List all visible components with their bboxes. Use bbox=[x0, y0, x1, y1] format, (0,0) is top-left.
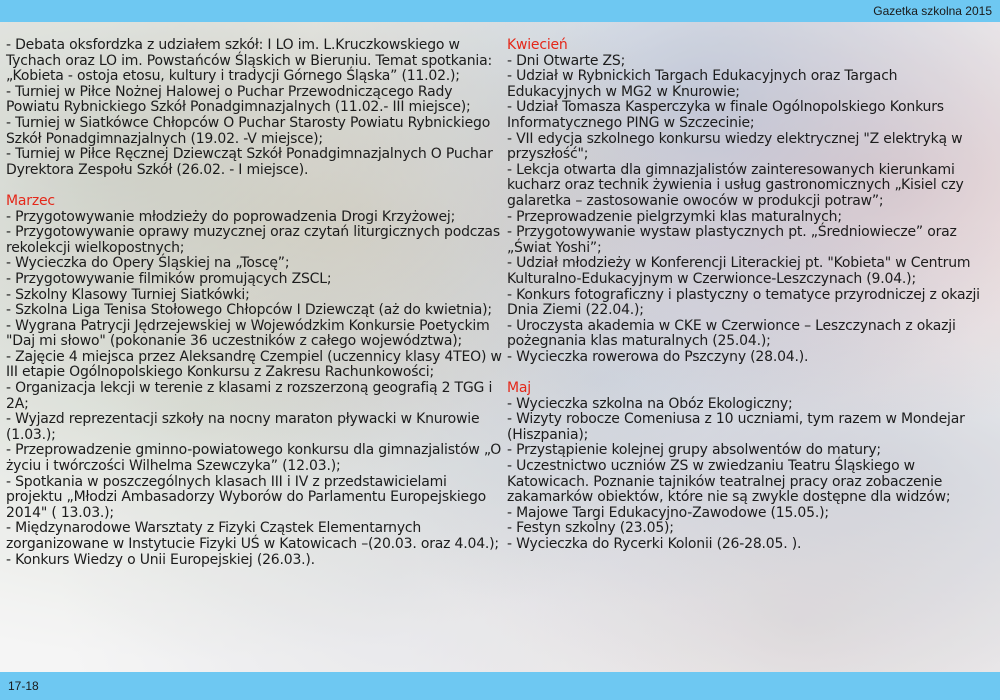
list-item: - Festyn szkolny (23.05); bbox=[507, 520, 674, 537]
list-item: - Wygrana Patrycji Jędrzejewskiej w Wojewódzkim Konkursie Poetyckim "Daj mi słowo" (pokonanie 36 uczestników z całego województwa); bbox=[6, 317, 490, 350]
february-events bbox=[6, 38, 504, 178]
list-item: - Udział Tomasza Kasperczyka w finale Ogólnopolskiego Konkurs Informatycznego PING w Szczecinie; bbox=[507, 99, 944, 131]
list-item: - Udział w Rybnickich Targach Edukacyjnych oraz Targach Edukacyjnych w MG2 w Knurowie; bbox=[507, 68, 898, 100]
left-column bbox=[6, 38, 504, 568]
list-item: - Wycieczka do Rycerki Kolonii (26-28.05. ). bbox=[507, 536, 802, 552]
list-item: - Szkolna Liga Tenisa Stołowego Chłopców I Dziewcząt (aż do kwietnia); bbox=[6, 302, 492, 319]
list-item: - Udział młodzieży w Konferencji Literackiej pt. "Kobieta" w Centrum Kulturalno-Edukacyjnym w Czerwionce-Leszczynach (9.04.); bbox=[507, 255, 971, 287]
list-item: - VII edycja szkolnego konkursu wiedzy elektrycznej "Z elektryką w przyszłość"; bbox=[507, 130, 963, 163]
list-item: - Uroczysta akademia w CKE w Czerwionce – Leszczynach z okazji pożegnania klas maturalnych (25.04.); bbox=[507, 317, 956, 350]
section-heading-march: Marzec bbox=[6, 192, 55, 209]
list-item: - Przygotowywanie młodzieży do poprowadzenia Drogi Krzyżowej; bbox=[6, 208, 456, 225]
may-section bbox=[507, 381, 995, 553]
section-heading-may: Maj bbox=[507, 380, 531, 397]
list-item: - Turniej w Piłce Nożnej Halowej o Puchar Przewodniczącego Rady Powiatu Rybnickiego Szkół Ponadgimnazjalnych (11.02.- III miejsce); bbox=[6, 83, 471, 116]
list-item: - Przygotowywanie oprawy muzycznej oraz czytań liturgicznych podczas rekolekcji wielkopostnych; bbox=[6, 224, 500, 256]
list-item: - Spotkania w poszczególnych klasach III i IV z przedstawicielami projektu „Młodzi Ambasadorzy Wyborów do Parlamentu Europejskiego 2014" ( 13.03.); bbox=[6, 473, 487, 521]
section-spacer bbox=[6, 178, 504, 194]
footer-bar bbox=[0, 672, 1000, 700]
list-item: - Wyjazd reprezentacji szkoły na nocny maraton pływacki w Knurowie (1.03.); bbox=[6, 411, 480, 443]
list-item: - Wizyty robocze Comeniusa z 10 uczniami, tym razem w Mondejar (Hiszpania); bbox=[507, 411, 965, 443]
section-heading-april: Kwiecień bbox=[507, 37, 568, 53]
list-item: - Szkolny Klasowy Turniej Siatkówki; bbox=[6, 286, 250, 303]
list-item: - Majowe Targi Edukacyjno-Zawodowe (15.05.); bbox=[507, 504, 829, 521]
list-item: - Przystąpienie kolejnej grupy absolwentów do matury; bbox=[507, 442, 881, 459]
list-item: - Konkurs fotograficzny i plastyczny o tematyce przyrodniczej z okazji Dnia Ziemi (22.04.); bbox=[507, 286, 980, 319]
list-item: - Uczestnictwo uczniów ZS w zwiedzaniu Teatru Śląskiego w Katowicach. Poznanie tajników teatralnej pracy oraz zobaczenie zakamarków obiektów, które nie są zwykle dostępne dla widzów; bbox=[507, 458, 951, 506]
list-item: - Przeprowadzenie pielgrzymki klas maturalnych; bbox=[507, 208, 842, 225]
list-item: - Wycieczka do Opery Śląskiej na „Toscę”; bbox=[6, 255, 290, 272]
header-bar bbox=[0, 0, 1000, 22]
list-item: - Przygotowywanie wystaw plastycznych pt. „Średniowiecze” oraz „Świat Yoshi”; bbox=[507, 224, 957, 256]
list-item: - Przygotowywanie filmików promujących ZSCL; bbox=[6, 270, 332, 287]
newsletter-title: Gazetka szkolna 2015 bbox=[873, 4, 992, 18]
list-item: - Zajęcie 4 miejsca przez Aleksandrę Czempiel (uczennicy klasy 4TEO) w III etapie Ogólnopolskiego Konkursu z Zakresu Rachunkowości; bbox=[6, 348, 502, 381]
list-item: - Dni Otwarte ZS; bbox=[507, 52, 626, 69]
page-number: 17-18 bbox=[8, 679, 39, 693]
section-spacer bbox=[507, 365, 995, 381]
list-item: - Organizacja lekcji w terenie z klasami z rozszerzoną geografią 2 TGG i 2A; bbox=[6, 380, 493, 412]
list-item: - Międzynarodowe Warsztaty z Fizyki Cząstek Elementarnych zorganizowane w Instytucie Fizyki UŚ w Katowicach –(20.03. oraz 4.04.); bbox=[6, 520, 499, 552]
list-item: - Wycieczka szkolna na Obóz Ekologiczny; bbox=[507, 395, 793, 412]
list-item: - Debata oksfordzka z udziałem szkół: I LO im. L.Kruczkowskiego w Tychach oraz LO im. Powstańców Śląskich w Bieruniu. Temat spotkania: „Kobieta - ostoja etosu, kultury i tradycji Górnego Śląska” (11.02.); bbox=[6, 37, 492, 85]
list-item: - Turniej w Siatkówce Chłopców O Puchar Starosty Powiatu Rybnickiego Szkół Ponadgimnazjalnych (19.02. -V miejsce); bbox=[6, 114, 491, 147]
list-item: - Konkurs Wiedzy o Unii Europejskiej (26.03.). bbox=[6, 551, 315, 568]
april-section bbox=[507, 38, 995, 365]
list-item: - Wycieczka rowerowa do Pszczyny (28.04.). bbox=[507, 348, 809, 365]
march-section bbox=[6, 194, 504, 568]
list-item: - Lekcja otwarta dla gimnazjalistów zainteresowanych kierunkami kucharz oraz technik żywienia i usług gastronomicznych „Kisiel czy galaretka – zastosowanie owoców w produkcji potraw”; bbox=[507, 161, 964, 209]
list-item: - Turniej w Piłce Ręcznej Dziewcząt Szkół Ponadgimnazjalnych O Puchar Dyrektora Zespołu Szkół (26.02. - I miejsce). bbox=[6, 146, 493, 178]
right-column bbox=[507, 38, 995, 553]
list-item: - Przeprowadzenie gminno-powiatowego konkursu dla gimnazjalistów „O życiu i twórczości Wilhelma Szewczyka” (12.03.); bbox=[6, 442, 502, 475]
